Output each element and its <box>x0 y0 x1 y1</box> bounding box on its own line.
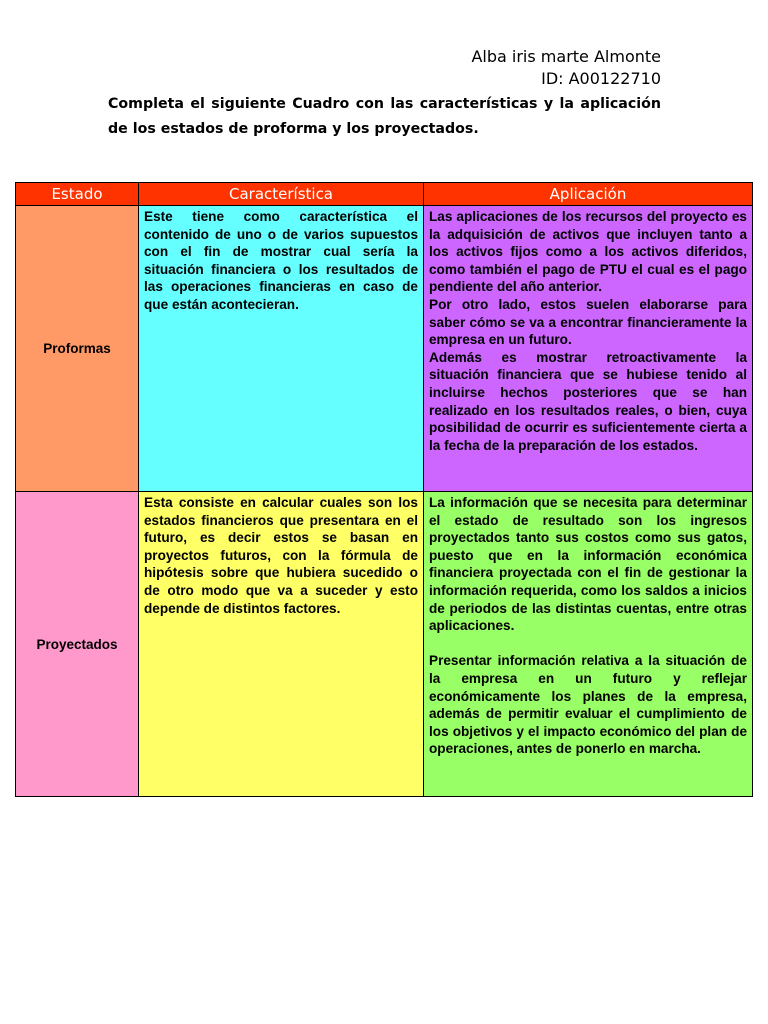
cell-caracteristica-proformas: Este tiene como característica el contenido de uno o de varios supuestos con el fin de mostrar cual sería la situación financiera o los resultados de las operaciones financieras en caso de que están acontecieran. <box>139 206 424 492</box>
table-header-row <box>16 183 753 206</box>
cell-aplicacion-proformas <box>424 206 753 492</box>
cell-aplicacion-proyectados <box>424 492 753 797</box>
student-id: ID: A00122710 <box>541 69 661 88</box>
table-row-proyectados <box>16 492 753 797</box>
header-caracteristica: Característica <box>139 183 424 206</box>
aplicacion-paragraph: Por otro lado, estos suelen elaborarse para saber cómo se va a encontrar financieramente la empresa en un futuro. <box>429 296 747 348</box>
header-estado: Estado <box>16 183 139 206</box>
aplicacion-paragraph: Presentar información relativa a la situación de la empresa en un futuro y reflejar económicamente los planes de la empresa, además de permitir evaluar el cumplimiento de los objetivos y el impacto económico del plan de operaciones, antes de ponerlo en marcha. <box>429 653 747 757</box>
header-aplicacion: Aplicación <box>424 183 753 206</box>
cell-estado-proformas: Proformas <box>16 206 139 492</box>
cell-estado-proyectados: Proyectados <box>16 492 139 797</box>
table-row-proformas <box>16 206 753 492</box>
author-name: Alba iris marte Almonte <box>471 47 661 66</box>
instruction-text: Completa el siguiente Cuadro con las características y la aplicación de los estados de proforma y los proyectados. <box>108 96 661 137</box>
cell-caracteristica-proyectados: Esta consiste en calcular cuales son los estados financieros que presentara en el futuro, es decir estos se basan en proyectos futuros, con la fórmula de hipótesis sobre que hubiera sucedido o de otro modo que va a suceder y esto depende de distintos factores. <box>139 492 424 797</box>
author-block <box>471 46 661 90</box>
aplicacion-paragraph: Las aplicaciones de los recursos del proyecto es la adquisición de activos que incluyen tanto a los activos fijos como a los activos diferidos, como también el pago de PTU el cual es el pago pendiente del año anterior. <box>429 209 747 295</box>
aplicacion-paragraph: La información que se necesita para determinar el estado de resultado son los ingresos proyectados tanto sus costos como sus gatos, puesto que en la información económica financiera proyectada con el fin de gestionar la información requerida, como los saldos a inicios de periodos de las distintas cuentas, entre otras aplicaciones. <box>429 495 747 634</box>
aplicacion-paragraph: Además es mostrar retroactivamente la situación financiera que se hubiese tenido al incluirse hechos posteriores que se han realizado en los resultados reales, o bien, cuya posibilidad de ocurrir es suficientemente cierta a la fecha de la preparación de los estados. <box>429 349 747 453</box>
comparison-table <box>15 182 753 797</box>
